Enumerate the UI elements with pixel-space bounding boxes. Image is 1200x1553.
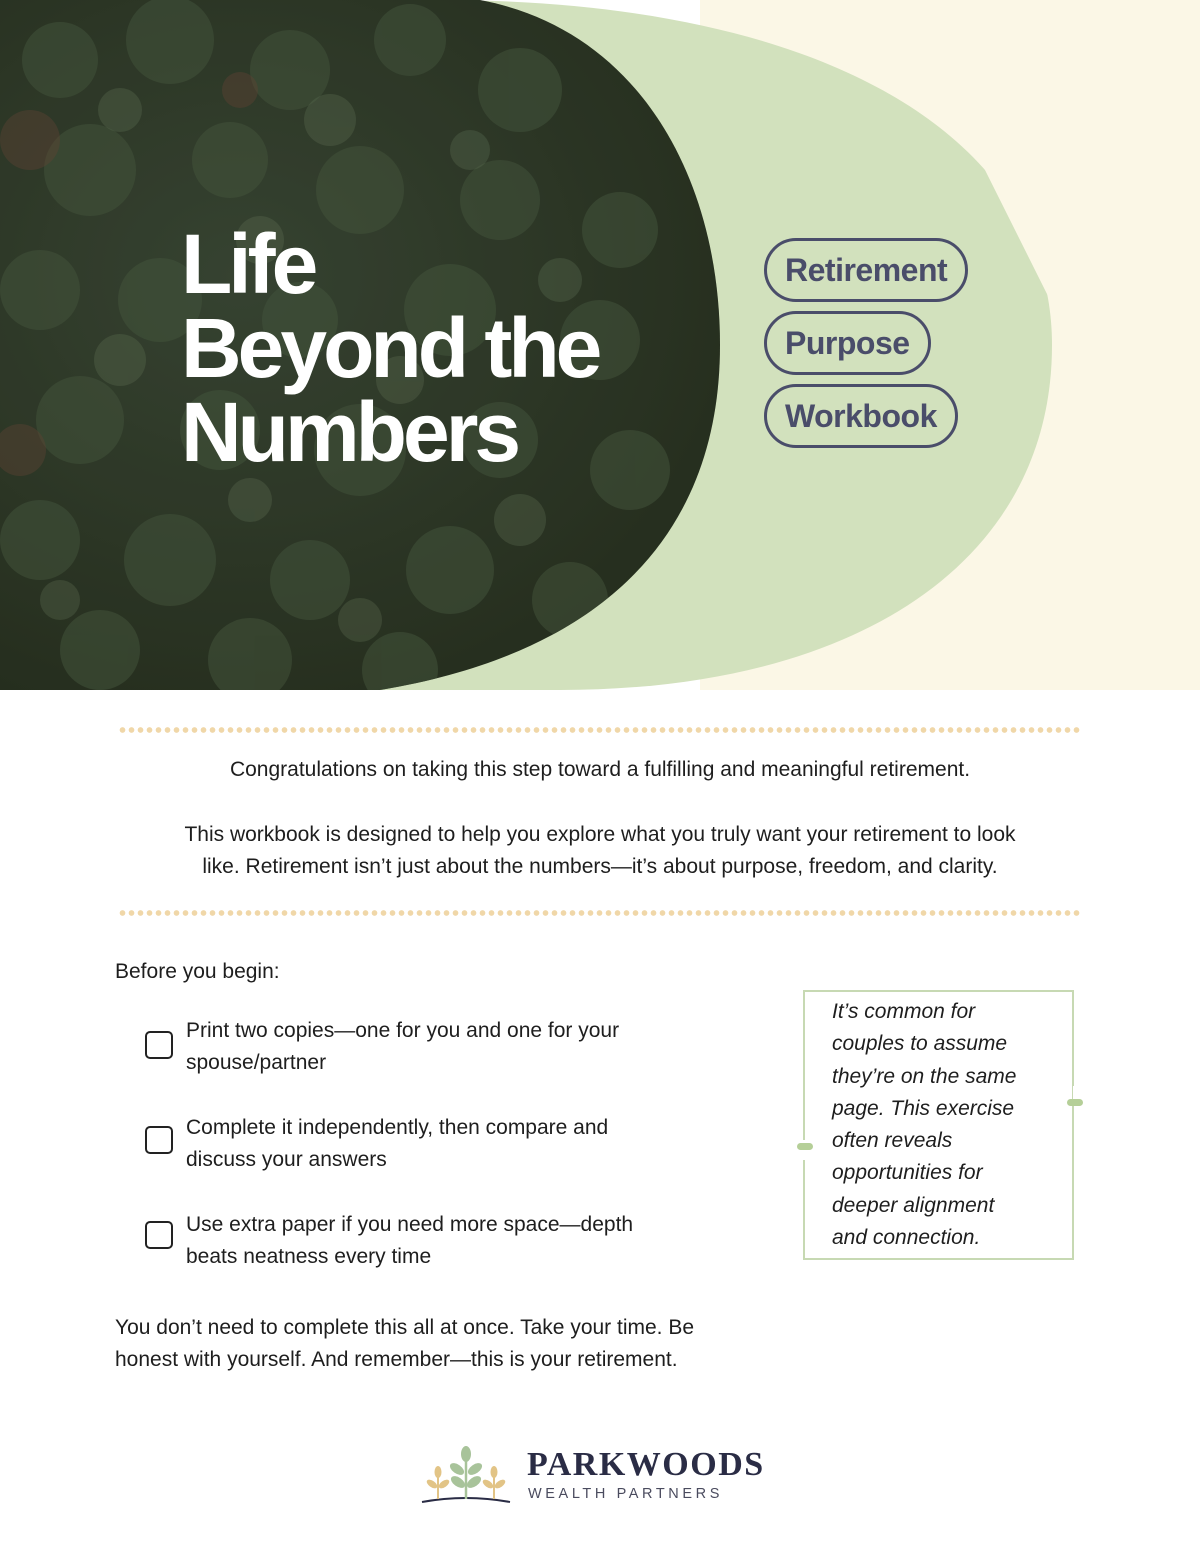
checklist-line: Use extra paper if you need more space—depth [186, 1213, 634, 1236]
logo-subtitle: WEALTH PARTNERS [528, 1486, 723, 1502]
closing-line: You don’t need to complete this all at once. Take your time. Be [115, 1316, 695, 1339]
checklist-line: beats neatness every time [186, 1245, 432, 1268]
checklist-line: discuss your answers [186, 1148, 387, 1171]
note-accent-dot [797, 1143, 813, 1150]
checklist-line: Print two copies—one for you and one for your [186, 1019, 620, 1042]
sprouts-icon [420, 1444, 512, 1504]
title-line: Life [181, 217, 315, 311]
tag-retirement: Retirement [764, 238, 968, 302]
tag-workbook: Workbook [764, 384, 958, 448]
topic-tags [764, 238, 968, 457]
note-line: opportunities for [832, 1161, 983, 1185]
intro-description [100, 819, 1100, 883]
intro-line: like. Retirement isn’t just about the numbers—it’s about purpose, freedom, and clarity. [202, 855, 998, 878]
note-text [832, 996, 1062, 1254]
checklist-item-text [186, 1112, 726, 1176]
logo-name: PARKWOODS [527, 1446, 765, 1483]
closing-text [115, 1312, 815, 1376]
dotted-divider-bottom [118, 910, 1082, 916]
congrats-text: Congratulations on taking this step toward a fulfilling and meaningful retirement. [229, 758, 971, 781]
checklist-item-text [186, 1209, 726, 1273]
couples-note-box [803, 990, 1074, 1260]
note-line: deeper alignment [832, 1193, 995, 1217]
closing-line: honest with yourself. And remember—this is your retirement. [115, 1348, 678, 1371]
checkbox[interactable] [145, 1221, 173, 1249]
checklist-line: spouse/partner [186, 1051, 327, 1074]
note-accent-dot [1067, 1099, 1083, 1106]
checklist-line: Complete it independently, then compare and [186, 1116, 609, 1139]
checkbox[interactable] [145, 1126, 173, 1154]
note-line: often reveals [832, 1129, 953, 1153]
tag-purpose: Purpose [764, 311, 931, 375]
intro-line: This workbook is designed to help you explore what you truly want your retirement to look [184, 823, 1016, 846]
note-line: page. This exercise [832, 1096, 1015, 1120]
note-line: they’re on the same [832, 1064, 1017, 1088]
dotted-divider-top [118, 727, 1082, 733]
checkbox[interactable] [145, 1031, 173, 1059]
checklist-item-text [186, 1015, 726, 1079]
note-line: couples to assume [832, 1032, 1008, 1056]
title-line: Beyond the [181, 301, 599, 395]
note-line: and connection. [832, 1226, 981, 1250]
parkwoods-logo [420, 1440, 780, 1510]
workbook-title [181, 217, 701, 479]
hero-banner [0, 0, 1200, 690]
note-line: It’s common for [832, 1000, 976, 1023]
title-line: Numbers [181, 385, 518, 479]
checklist-heading: Before you begin: [115, 960, 280, 983]
